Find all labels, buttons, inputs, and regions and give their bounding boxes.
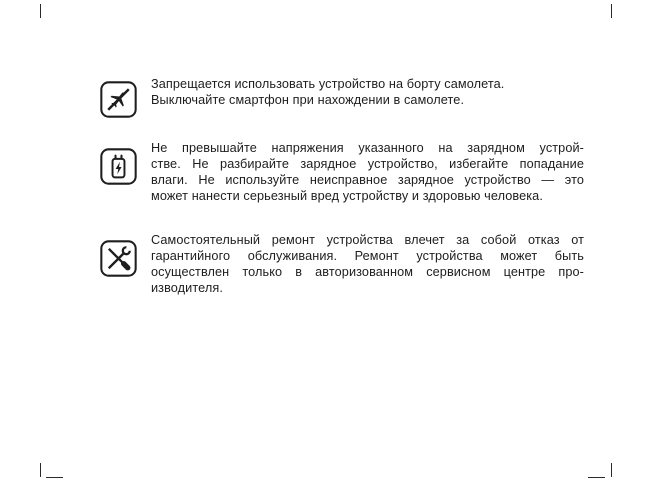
- text-line: Выключайте смартфон при нахождении в самолете.: [151, 93, 465, 107]
- crop-mark: [611, 463, 612, 477]
- text-line: осуществлен только в авторизованном сервисном центре про-: [151, 265, 584, 279]
- crop-mark: [46, 477, 63, 478]
- text-line: изводителя.: [151, 281, 223, 295]
- warning-charger-text: [151, 140, 584, 204]
- crop-mark: [588, 477, 605, 478]
- warning-airplane-text: [151, 76, 584, 108]
- warning-item-repair: [100, 232, 584, 296]
- warning-repair-text: [151, 232, 584, 296]
- text-line: влаги. Не используйте неисправное зарядное устройство — это: [151, 173, 584, 187]
- crop-mark: [611, 4, 612, 18]
- warning-item-airplane: [100, 76, 584, 118]
- text-line: Не превышайте напряжения указанного на зарядном устрой-: [151, 141, 584, 155]
- crop-mark: [40, 4, 41, 18]
- warning-item-charger: [100, 140, 584, 204]
- text-line: гарантийного обслуживания. Ремонт устройства может быть: [151, 249, 584, 263]
- text-line: Самостоятельный ремонт устройства влечет за собой отказ от: [151, 233, 584, 247]
- no-repair-icon: [100, 240, 137, 277]
- no-airplane-icon: [100, 81, 137, 118]
- text-line: Запрещается использовать устройство на борту самолета.: [151, 77, 505, 91]
- text-line: может нанести серьезный вред устройству и здоровью человека.: [151, 189, 543, 203]
- charger-warning-icon: [100, 148, 137, 185]
- crop-mark: [40, 463, 41, 477]
- text-line: стве. Не разбирайте зарядное устройство, избегайте попадание: [151, 157, 584, 171]
